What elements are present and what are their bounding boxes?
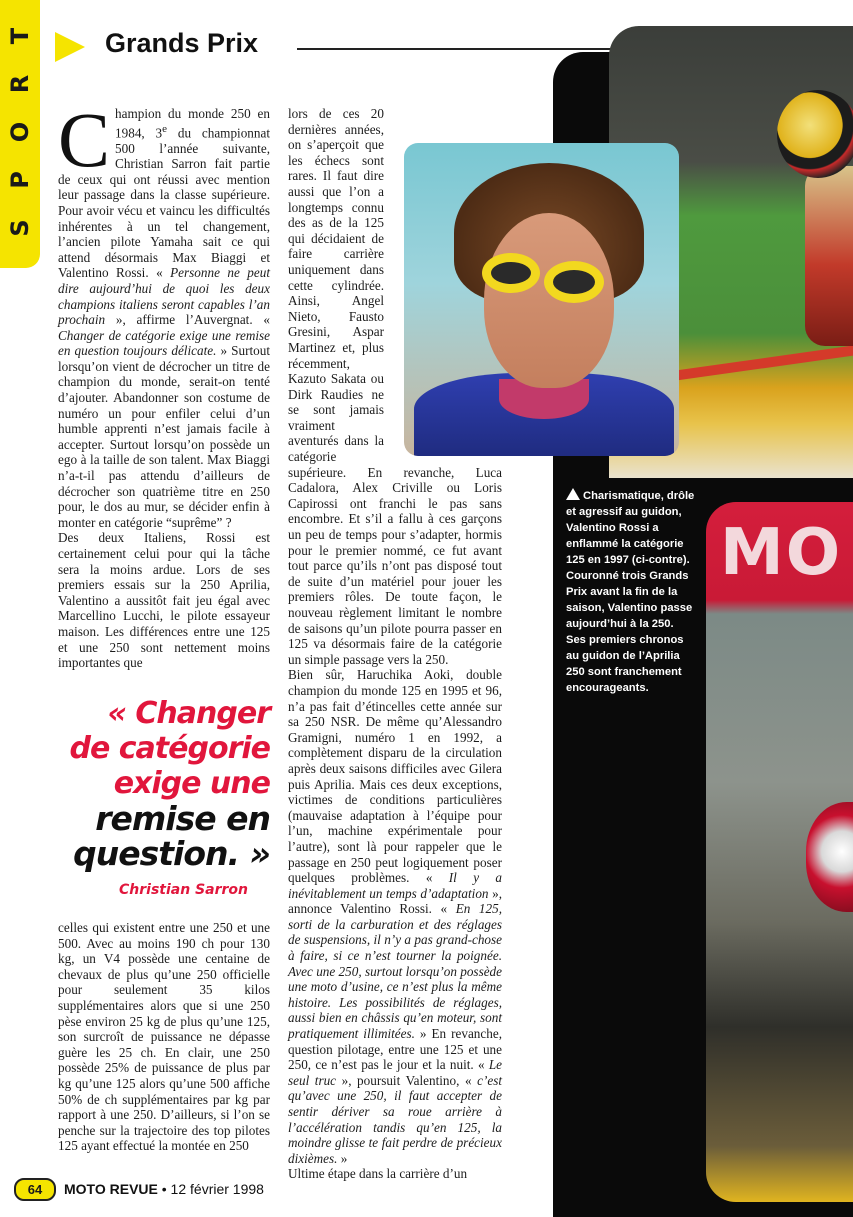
portrait-photo: [404, 143, 679, 456]
arrow-icon: [55, 32, 85, 62]
race-photo-bottom: [706, 502, 853, 1202]
pull-quote-line: remise en: [95, 799, 270, 838]
magazine-name: MOTO REVUE: [64, 1181, 158, 1197]
helmet-icon: [777, 90, 853, 178]
sunglasses-icon: [482, 253, 540, 293]
footer-credit: [64, 1181, 264, 1197]
pull-quote-line: exige une: [113, 766, 270, 801]
pull-quote-line: « Changer: [107, 696, 270, 731]
pull-quote-line: de catégorie: [69, 731, 270, 766]
banner-lettering: MO: [720, 516, 843, 590]
section-tab-letter: O: [6, 121, 34, 143]
page-number: 64: [14, 1178, 56, 1201]
rider-helmet-figure: [806, 802, 853, 912]
header-divider: [297, 48, 615, 50]
section-tab-letter: T: [6, 27, 34, 45]
triangle-up-icon: [566, 488, 580, 500]
article-column-1: [58, 96, 271, 671]
column-1-bottom-text: celles qui existent entre une 250 et une 500. Avec au moins 190 ch pour 130 kg, un V4 possède une centaine de chevaux de plus qu’une 250 officielle pour seulement 35 kilos supplémentaires alors que si une 250 pèse environ 25 kg de plus qu’une 125, son surcroît de puissance ne dépasse guère les 25 ch. En clair, une 250 possède 25% de puissance de plus par kg qu’une 125 alors qu’une 500 affiche 50% de ch supplémentaires par kg par rapport à une 250. D’ailleurs, si l’on se penche sur la trajectoire des top pilotes 125 ayant effectué la montée en 250: [58, 920, 270, 1154]
article-column-1-continued: [58, 920, 270, 1154]
section-header: [55, 26, 615, 66]
section-tab-letter: P: [6, 171, 34, 189]
section-tab: [0, 0, 40, 268]
rider-figure: [805, 166, 853, 346]
pull-quote-author: Christian Sarron: [119, 882, 248, 898]
issue-date: • 12 février 1998: [161, 1181, 264, 1197]
portrait-face: [484, 213, 614, 388]
section-tab-letter: S: [6, 219, 34, 237]
column-2-text: lors de ces 20 dernières années, on s’aperçoit que les échecs sont rares. Il faut dire aussi que l’on a longtemps connu des as de la 125 qui décidaient de faire carrière uniquement dans cette cylindrée. Ainsi, Angel Nieto, Fausto Gresini, Aspar Martinez et, plus récemment, Kazuto Sakata ou Dirk Raudies ne se sont jamais vraiment aventurés dans la catégorie supérieure. En revanche, Luca Cadalora, Alex Criville ou Loris Capirossi ont franchi le pas sans encombre. Et s’il a fallu à ces garçons un peu de temps pour s’adapter, hormis pour le premier nommé, ce fut avant tout parce qu’ils n’ont pas disposé tout de suite d’un matériel pour jouer les premiers rôles. De toute façon, le nouveau règlement limitant le nombre de saisons qu’un pilote pourra passer en 125 va désormais faire de la catégorie un simple passage vers la 250. Bien sûr, Haruchika Aoki, double champion du monde 125 en 1995 et 96, n’a pas fait d’étincelles cette année sur sa 250 NSR. De même qu’Alessandro Gramigni, numéro 1 en 1992, a complètement disparu de la circulation après deux saisons difficiles avec Gilera puis Aprilia. Mais ces deux exceptions, victimes de conditions particulières (mauvaise adaptation à l’équipe pour l’un, machine expérimentale pour l’autre), sont là pour rappeler que le passage en 250 peut logiquement poser quelques problèmes. « Il y a inévitablement un temps d’adaptation », annonce Valentino Rossi. « En 125, sorti de la carburation et des réglages de suspensions, il n’y a pas grand-chose à faire, si ce n’est tourner la poignée. Avec une 250, surtout lorsqu’on possède une moto d’usine, ce n’est plus la même histoire. Les possibilités de réglages, aussi bien en châssis qu’en moteur, sont pratiquement illimitées. » En revanche, question pilotage, entre une 125 et une 250, ce n’est pas le jour et la nuit. « Le seul truc », poursuit Valentino, « c’est qu’avec une 250, il faut accepter de sentir dériver sa roue arrière à l’accélération tandis qu’en 125, la moindre glisse te fait perdre de précieux dixièmes. » Ultime étape dans la carrière d’un: [288, 106, 503, 1182]
column-1-text: hampion du monde 250 en 1984, 3e du championnat 500 l’année suivante, Christian Sarron fait partie de ceux qui ont réussi avec mention leur passage dans la classe supérieure. Pour avoir vécu et vaincu les difficultés inhérentes à un tel changement, l’ancien pilote Yamaha sait ce qui attend désormais Max Biaggi et Valentino Rossi. « Personne ne peut dire aujourd’hui de quoi les deux champions italiens seront capables l’an prochain », affirme l’Auvergnat. « Changer de catégorie exige une remise en question toujours délicate. » Surtout lorsqu’on vient de décrocher un titre de champion du monde, serait-on tenté d’ajouter. Abandonner son costume de numéro un pour enfiler celui d’un humble apprenti n’est jamais facile à accepter. Surtout lorsqu’on possède un ego à la taille de son talent. Max Biaggi n’a-t-il pas attendu d’ailleurs de décrocher son quatrième titre en 250 pour, le dos au mur, se décider enfin à monter en catégorie “suprême” ? Des deux Italiens, Rossi est certainement celui pour qui la tâche sera la moins ardue. Lors de ses premiers essais sur la 250 Aprilia, Valentino a aussitôt fait jeu égal avec Marcellino Lucchi, le pilote essayeur maison. Les différences entre une 125 et une 250 sont nettement moins importantes que: [58, 106, 271, 671]
section-tab-letter: R: [6, 74, 34, 94]
section-title: Grands Prix: [105, 28, 259, 58]
photo-caption: [566, 488, 696, 696]
sunglasses-icon: [544, 261, 604, 303]
drop-cap: C: [58, 96, 111, 183]
pull-quote: [40, 696, 270, 871]
caption-text: Charismatique, drôle et agressif au guidon, Valentino Rossi a enflammé la catégorie 125 en 1997 (ci-contre). Couronné trois Grands Prix avant la fin de la saison, Valentino passe aujourd’hui à la 250. Ses premiers chronos au guidon de l’Aprilia 250 sont franchement encourageants.: [566, 490, 695, 694]
pull-quote-line: question. »: [73, 834, 270, 873]
